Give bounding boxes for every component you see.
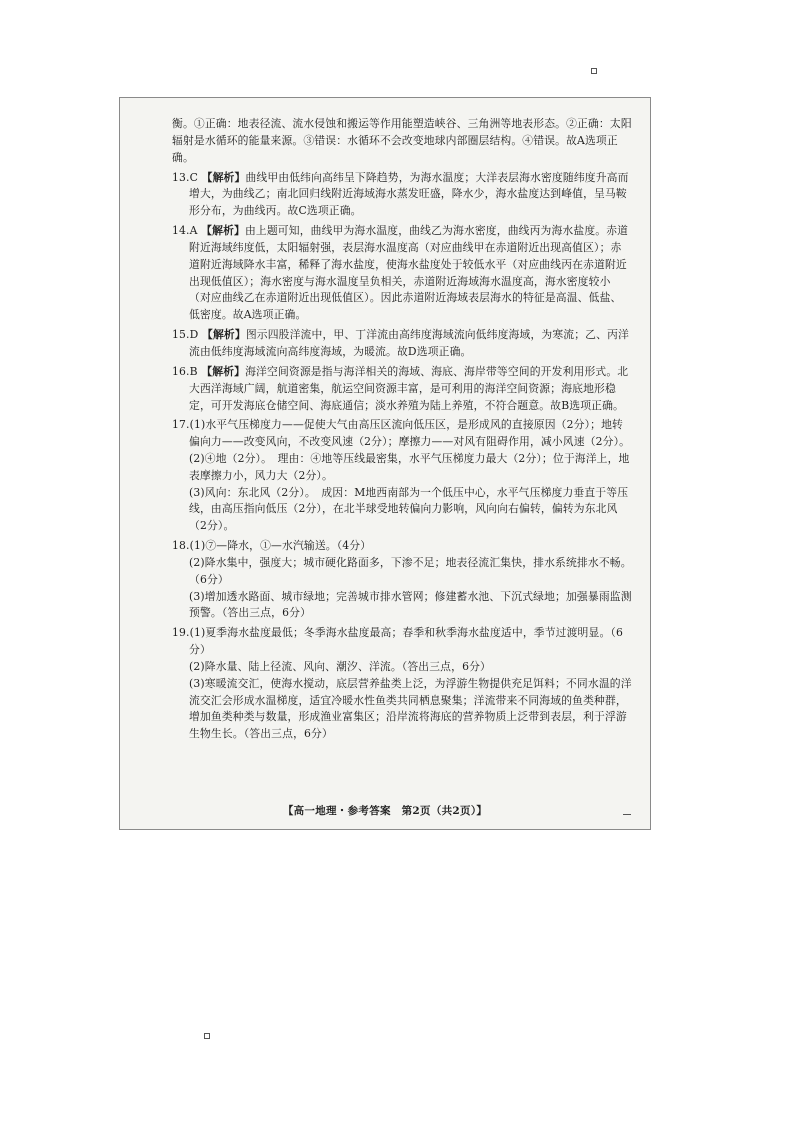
answer-16-tag: 【解析】 [201, 364, 246, 378]
answer-15 [172, 327, 632, 361]
page-footer: 【高一地理・参考答案 第2页（共2页）】 [282, 805, 488, 817]
answer-19-part-1: 19.(1)夏季海水盐度最低；冬季海水盐度最高；春季和秋季海水盐度适中，季节过渡明显。（6分） [172, 626, 623, 657]
answer-14-text: 由上题可知，曲线甲为海水温度，曲线乙为海水密度，曲线丙为海水盐度。赤道附近海域纬度低，太阳辐射强，表层海水温度高（对应曲线甲在赤道附近出现高值区）；赤道附近海域降水丰富，稀释了海水盐度，使海水盐度处于较低水平（对应曲线丙在赤道附近出现低值区）；海水密度与海水温度呈负相关，赤道附近海域海水温度高，海水密度较小（对应曲线乙在赤道附近出现低值区）。因此赤道附近海域表层海水的特征是高温、低盐、低密度。故A选项正确。 [189, 224, 629, 322]
answer-sheet [119, 97, 651, 830]
answer-17 [172, 417, 632, 535]
answer-19-part-3: (3)寒暖流交汇，使海水搅动，底层营养盐类上泛，为浮游生物提供充足饵料；不同水温的洋流交汇会形成水温梯度，适宜冷暖水性鱼类共同栖息聚集；洋流带来不同海域的鱼类种群，增加鱼类种类与数量，形成渔业富集区；沿岸流将海底的营养物质上泛带到表层，利于浮游生物生长。（答出三点，6分） [189, 676, 632, 741]
answer-14 [172, 223, 632, 324]
answer-18-part-2: (2)降水集中，强度大；城市硬化路面多，下渗不足；地表径流汇集快，排水系统排水不畅。（6分） [189, 556, 632, 586]
answer-17-part-3: (3)风向：东北风（2分）。 成因：M地西南部为一个低压中心，水平气压梯度力垂直于等压线，由高压指向低压（2分），在北半球受地转偏向力影响，风向向右偏转，偏转为东北风（2分）。 [189, 485, 629, 533]
answer-13 [172, 170, 632, 220]
answer-content [172, 116, 632, 746]
answer-16-number: 16.B [172, 364, 198, 378]
answer-13-tag: 【解析】 [201, 170, 246, 184]
corner-mark-bottom [204, 1033, 210, 1039]
answer-17-part-1: 17.(1)水平气压梯度力——促使大气由高压区流向低压区，是形成风的直接原因（2分）；地转偏向力——改变风向，不改变风速（2分）；摩擦力——对风有阻碍作用，减小风速（2分）。 [172, 418, 631, 449]
answer-19-part-2: (2)降水量、陆上径流、风向、潮汐、洋流。（答出三点，6分） [189, 660, 491, 674]
answer-13-number: 13.C [172, 170, 199, 184]
corner-mark-top [591, 68, 597, 74]
answer-14-tag: 【解析】 [201, 224, 245, 238]
answer-12-continuation: 衡。①正确：地表径流、流水侵蚀和搬运等作用能塑造峡谷、三角洲等地表形态。②正确：太阳辐射是水循环的能量来源。③错误：水循环不会改变地球内部圈层结构。④错误。故A选项正确。 [172, 117, 632, 164]
answer-16 [172, 364, 632, 414]
answer-18-part-3: (3)增加透水路面、城市绿地；完善城市排水管网；修建蓄水池、下沉式绿地；加强暴雨监测预警。（答出三点，6分） [189, 589, 632, 620]
footer-dash [623, 814, 631, 815]
answer-18 [172, 538, 632, 622]
answer-14-number: 14.A [172, 224, 198, 238]
answer-15-text: 图示四股洋流中，甲、丁洋流由高纬度海域流向低纬度海域，为寒流；乙、丙洋流由低纬度海域流向高纬度海域，为暖流。故D选项正确。 [189, 328, 629, 358]
answer-13-text: 曲线甲由低纬向高纬呈下降趋势，为海水温度；大洋表层海水密度随纬度升高而增大，为曲线乙；南北回归线附近海域海水蒸发旺盛，降水少，海水盐度达到峰值，呈马鞍形分布，为曲线丙。故C选项正确。 [189, 170, 629, 218]
answer-16-text: 海洋空间资源是指与海洋相关的海域、海底、海岸带等空间的开发利用形式。北大西洋海域广阔，航道密集，航运空间资源丰富，是可利用的海洋空间资源；海底地形稳定，可开发海底仓储空间、海底通信；淡水养殖为陆上养殖，不符合题意。故B选项正确。 [189, 364, 629, 412]
answer-17-part-2: (2)④地（2分）。 理由：④地等压线最密集，水平气压梯度力最大（2分）；位于海洋上，地表摩擦力小，风力大（2分）。 [189, 452, 630, 482]
answer-19 [172, 625, 632, 743]
answer-15-tag: 【解析】 [202, 328, 246, 342]
answer-15-number: 15.D [172, 328, 199, 342]
answer-18-part-1: 18.(1)⑦—降水，①—水汽输送。（4分） [172, 539, 372, 553]
